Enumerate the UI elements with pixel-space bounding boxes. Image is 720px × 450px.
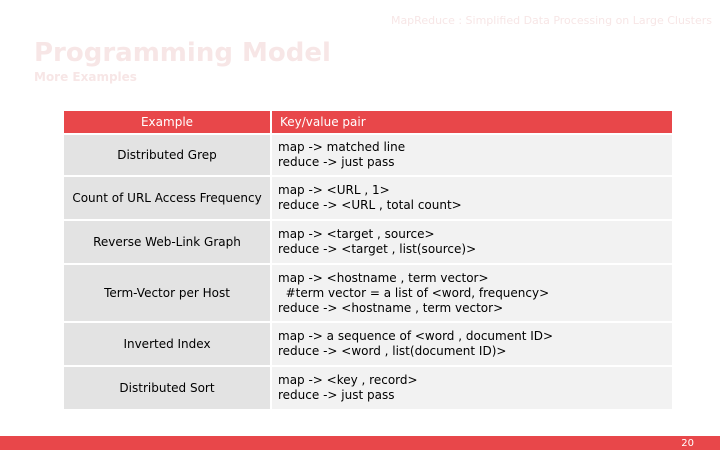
table-row <box>64 365 672 409</box>
key-value-line: reduce -> <word , list(document ID)> <box>278 344 507 358</box>
examples-table <box>64 111 672 409</box>
key-value-line: reduce -> just pass <box>278 388 395 402</box>
example-cell: Distributed Sort <box>64 367 272 409</box>
key-value-line: map -> a sequence of <word , document ID> <box>278 329 554 343</box>
key-value-cell <box>272 367 672 409</box>
section-subtitle: More Examples <box>34 70 137 84</box>
key-value-line: map -> <hostname , term vector> <box>278 270 489 285</box>
key-value-cell <box>272 323 672 365</box>
example-cell: Count of URL Access Frequency <box>64 177 272 219</box>
key-value-line: map -> <target , source> <box>278 227 435 241</box>
column-header-example: Example <box>64 111 272 133</box>
example-cell: Distributed Grep <box>64 135 272 175</box>
key-value-cell <box>272 177 672 219</box>
key-value-cell <box>272 135 672 175</box>
key-value-line: reduce -> <hostname , term vector> <box>278 300 504 315</box>
table-row <box>64 321 672 365</box>
table-row <box>64 133 672 175</box>
key-value-line: reduce -> just pass <box>278 155 395 169</box>
key-value-line: reduce -> <target , list(source)> <box>278 242 477 256</box>
example-cell: Reverse Web-Link Graph <box>64 221 272 263</box>
table-header-row <box>64 111 672 133</box>
key-value-line: map -> <URL , 1> <box>278 183 390 197</box>
footer-accent-bar <box>0 436 720 450</box>
table-row <box>64 175 672 219</box>
key-value-line: reduce -> <URL , total count> <box>278 198 462 212</box>
example-cell: Term-Vector per Host <box>64 265 272 321</box>
key-value-cell <box>272 221 672 263</box>
column-header-key-value: Key/value pair <box>272 111 672 133</box>
key-value-cell <box>272 265 672 321</box>
example-cell: Inverted Index <box>64 323 272 365</box>
slide-title: Programming Model <box>34 38 331 68</box>
page-number: 20 <box>681 438 694 449</box>
table-row <box>64 219 672 263</box>
header-subtitle: MapReduce : Simplified Data Processing on Large Clusters <box>390 14 712 27</box>
key-value-line: map -> <key , record> <box>278 373 418 387</box>
table-row <box>64 263 672 321</box>
key-value-line: #term vector = a list of <word, frequency> <box>278 285 550 300</box>
key-value-line: map -> matched line <box>278 140 406 154</box>
